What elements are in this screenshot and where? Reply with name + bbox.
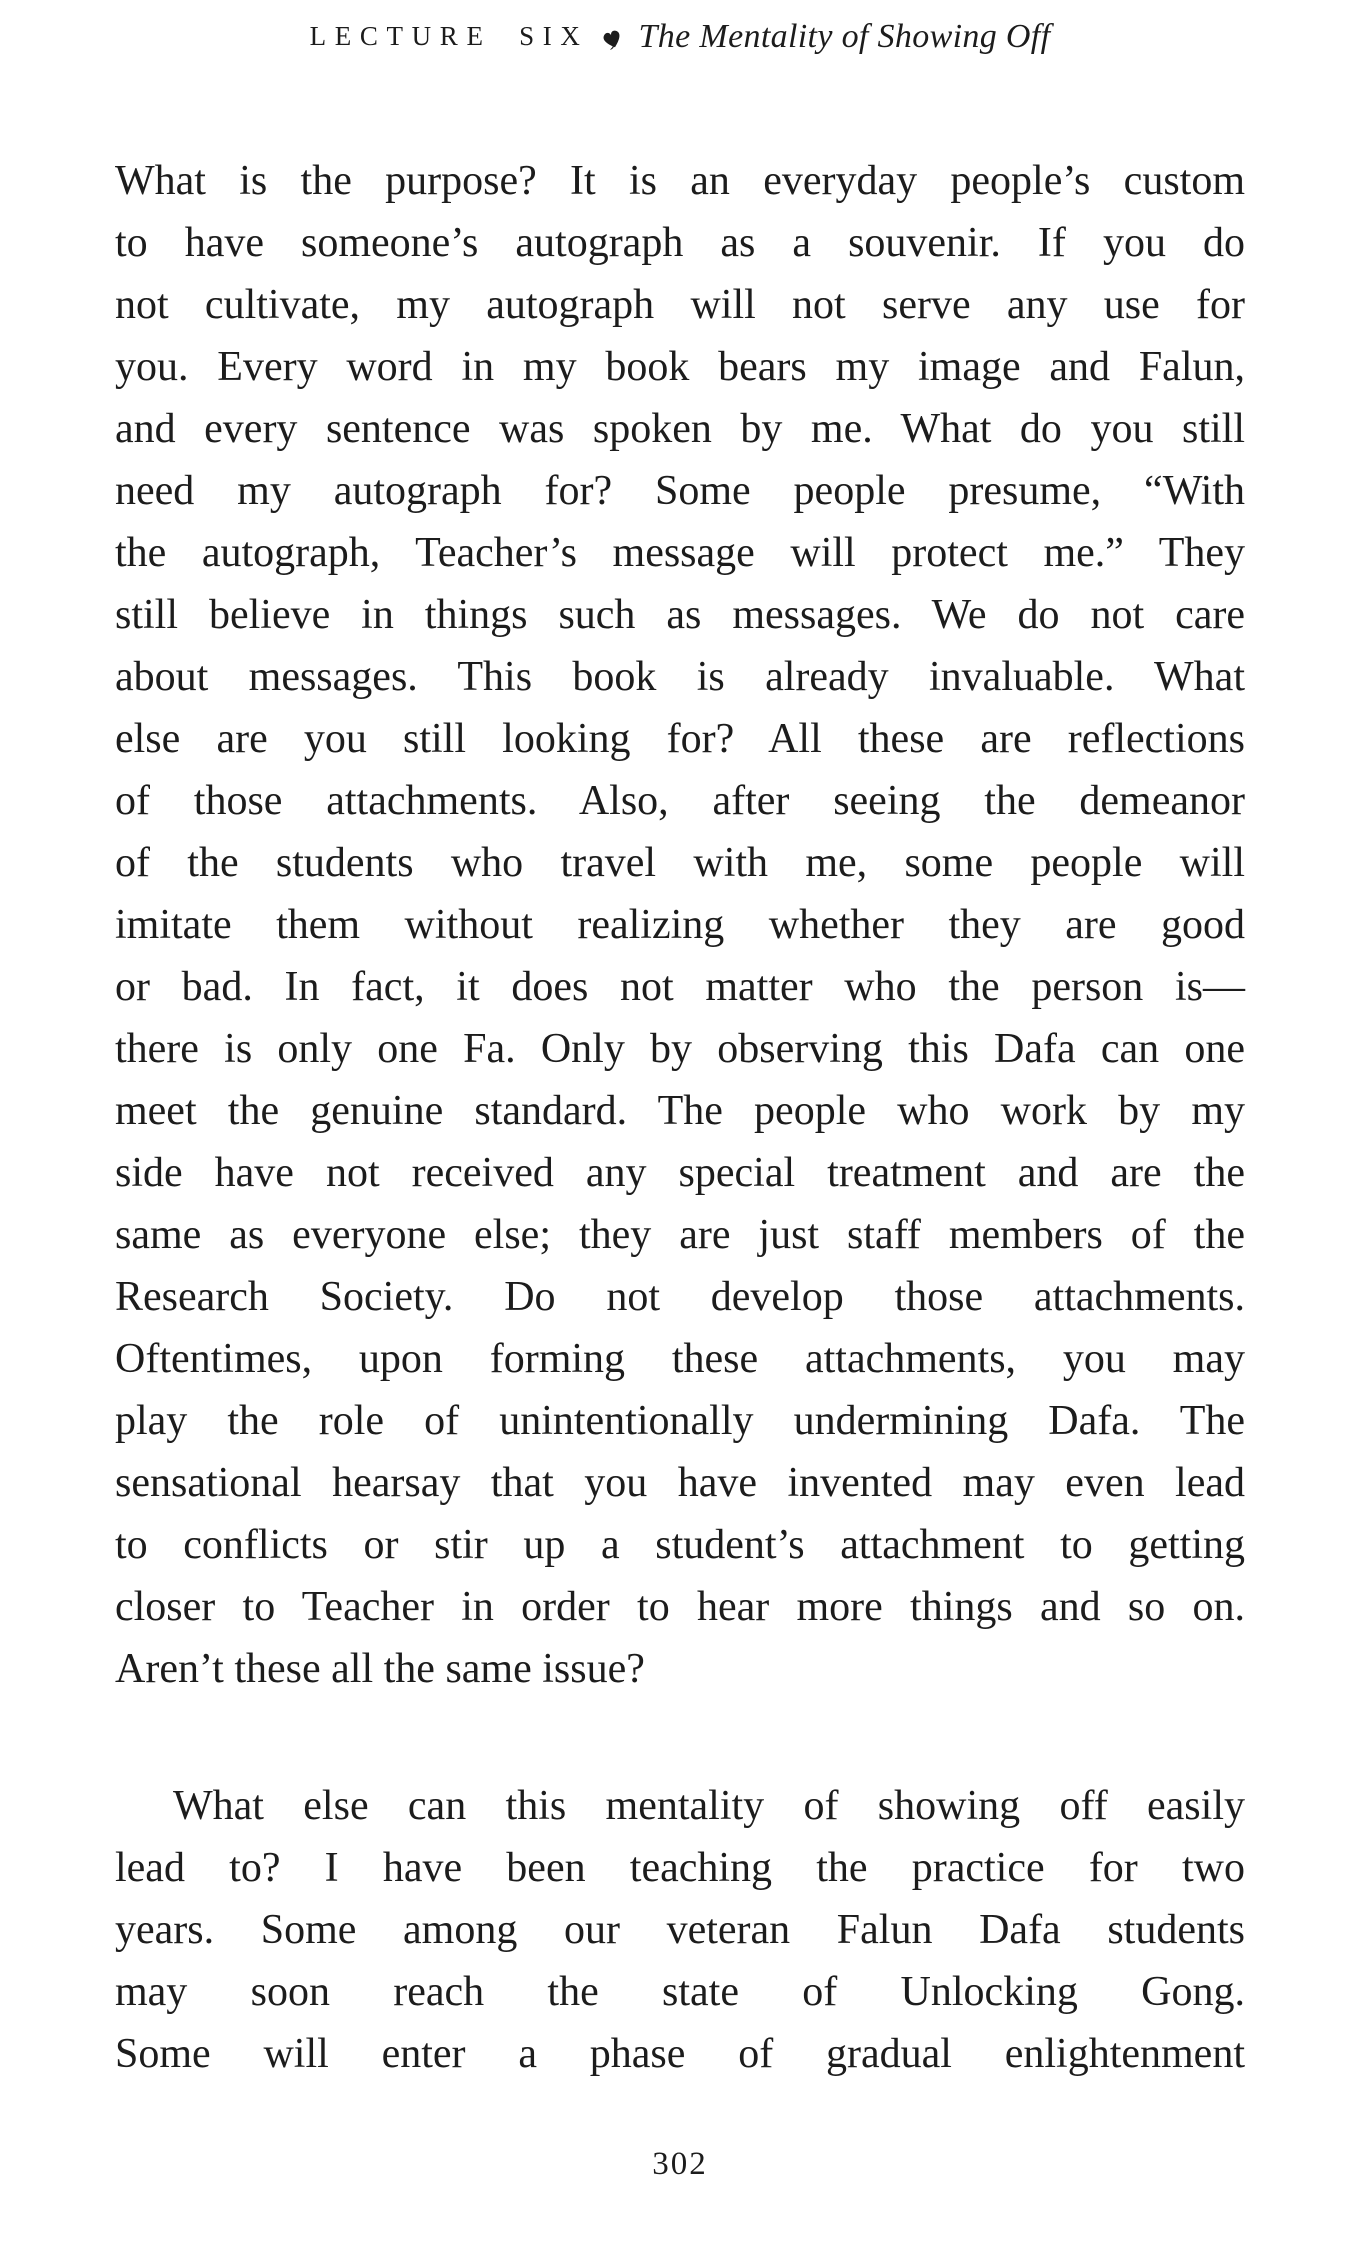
text-line: to conflicts or stir up a student’s attachment to getting (115, 1522, 1245, 1568)
text-line: same as everyone else; they are just staff members of the (115, 1212, 1245, 1258)
text-line: What else can this mentality of showing off easily (173, 1783, 1245, 1829)
text-line: to have someone’s autograph as a souvenir. If you do (115, 220, 1245, 266)
text-line: sensational hearsay that you have invented may even lead (115, 1460, 1245, 1506)
text-line: still believe in things such as messages. We do not care (115, 592, 1245, 638)
text-line: the autograph, Teacher’s message will protect me.” They (115, 530, 1245, 576)
text-line: there is only one Fa. Only by observing this Dafa can one (115, 1026, 1245, 1072)
text-line: you. Every word in my book bears my image and Falun, (115, 344, 1245, 390)
text-line: imitate them without realizing whether they are good (115, 902, 1245, 948)
text-line: meet the genuine standard. The people who work by my (115, 1088, 1245, 1134)
text-line: Research Society. Do not develop those attachments. (115, 1274, 1245, 1320)
text-line: What is the purpose? It is an everyday people’s custom (115, 158, 1245, 204)
text-line: not cultivate, my autograph will not serve any use for (115, 282, 1245, 328)
page-number: 302 (652, 2146, 708, 2182)
hedera-ornament-icon (599, 25, 625, 56)
text-line: else are you still looking for? All these are reflections (115, 716, 1245, 762)
text-line: of those attachments. Also, after seeing the demeanor (115, 778, 1245, 824)
text-line: or bad. In fact, it does not matter who the person is— (115, 964, 1245, 1010)
paragraph (115, 1775, 1245, 2085)
text-line: lead to? I have been teaching the practice for two (115, 1845, 1245, 1891)
lecture-label: LECTURE SIX (309, 21, 589, 51)
text-line: years. Some among our veteran Falun Dafa students (115, 1907, 1245, 1953)
text-line: about messages. This book is already invaluable. What (115, 654, 1245, 700)
paragraph (115, 150, 1245, 1700)
text-line: side have not received any special treatment and are the (115, 1150, 1245, 1196)
text-line: Aren’t these all the same issue? (115, 1646, 645, 1692)
text-line: Some will enter a phase of gradual enlightenment (115, 2031, 1245, 2077)
text-block (115, 150, 1245, 2085)
text-line: of the students who travel with me, some people will (115, 840, 1245, 886)
text-line: Oftentimes, upon forming these attachments, you may (115, 1336, 1245, 1382)
running-header (0, 18, 1360, 56)
text-line: may soon reach the state of Unlocking Gong. (115, 1969, 1245, 2015)
text-line: need my autograph for? Some people presume, “With (115, 468, 1245, 514)
chapter-title: The Mentality of Showing Off (638, 18, 1051, 55)
text-line: and every sentence was spoken by me. What do you still (115, 406, 1245, 452)
text-line: closer to Teacher in order to hear more things and so on. (115, 1584, 1245, 1630)
text-line: play the role of unintentionally undermining Dafa. The (115, 1398, 1245, 1444)
